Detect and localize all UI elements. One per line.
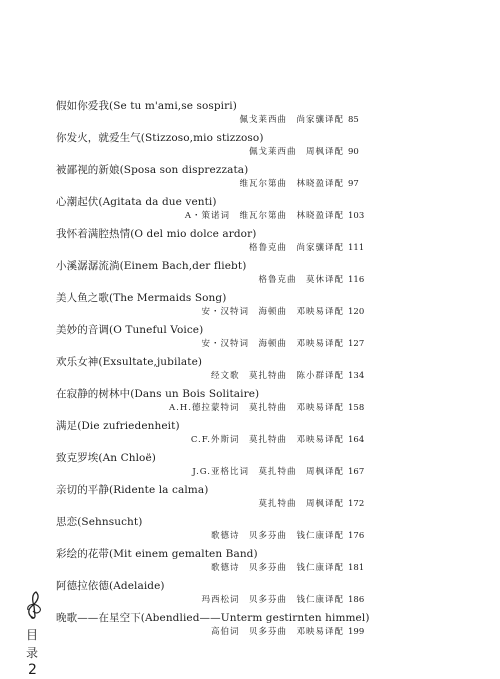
toc-entry-credit-line xyxy=(192,465,370,477)
toc-entry-credit: 佩戈莱西曲 尚家骧译配 xyxy=(239,115,344,125)
toc-entry-title: 被鄙视的新娘(Sposa son disprezzata) xyxy=(56,164,249,176)
toc-entry-title: 小溪潺潺流淌(Einem Bach,der fliebt) xyxy=(56,260,247,272)
toc-entry-credit-line xyxy=(201,593,370,605)
toc-entry-title: 假如你爱我(Se tu m'ami,se sospiri) xyxy=(56,100,237,112)
toc-entry-title: 心潮起伏(Agitata da due venti) xyxy=(56,196,217,208)
toc-entry[interactable] xyxy=(56,258,365,290)
toc-entry-title: 彩绘的花带(Mit einem gemalten Band) xyxy=(56,548,258,560)
toc-entry-credit-line xyxy=(191,433,370,445)
toc-entry-credit-line xyxy=(185,209,370,221)
toc-entry-page: 199 xyxy=(348,627,365,637)
toc-entry-credit-line xyxy=(201,305,370,317)
toc-entry-title: 阿德拉依德(Adelaide) xyxy=(56,580,165,592)
toc-entry-credit-line xyxy=(211,529,370,541)
toc-entry-title: 满足(Die zufriedenheit) xyxy=(56,420,180,432)
toc-entry-title: 欢乐女神(Exsultate,jubilate) xyxy=(56,356,203,368)
toc-entry[interactable] xyxy=(56,226,365,258)
toc-entry-page: 111 xyxy=(348,243,365,253)
toc-entry-credit: 安・汉特词 海顿曲 邓映易译配 xyxy=(201,307,344,317)
treble-clef-logo-icon xyxy=(22,590,46,620)
toc-entry-title: 我怀着满腔热情(O del mio dolce ardor) xyxy=(56,228,257,240)
toc-entry-page: 186 xyxy=(348,595,365,605)
toc-entry[interactable] xyxy=(56,546,365,578)
toc-entry[interactable] xyxy=(56,482,365,514)
toc-entry[interactable] xyxy=(56,418,365,450)
toc-entry-title: 在寂静的树林中(Dans un Bois Solitaire) xyxy=(56,388,260,400)
toc-entry[interactable] xyxy=(56,386,365,418)
toc-entry-credit-line xyxy=(169,401,370,413)
toc-entry[interactable] xyxy=(56,162,359,194)
toc-entry[interactable] xyxy=(56,514,365,546)
toc-entry-title: 思恋(Sehnsucht) xyxy=(56,516,143,528)
toc-entry[interactable] xyxy=(56,610,370,642)
toc-entry-credit-line xyxy=(211,625,370,637)
toc-entry-credit: 佩戈莱西曲 周枫译配 xyxy=(248,147,344,157)
toc-entry[interactable] xyxy=(56,578,365,610)
toc-entry[interactable] xyxy=(56,130,359,162)
toc-entry-credit-line xyxy=(211,561,370,573)
toc-entry-page: 134 xyxy=(348,371,365,381)
toc-entry-page: 164 xyxy=(348,435,365,445)
toc-entry-title: 美人鱼之歌(The Mermaids Song) xyxy=(56,292,227,304)
toc-entry-page: 172 xyxy=(348,499,365,509)
toc-entry-credit: 维瓦尔第曲 林晓盈译配 xyxy=(239,179,344,189)
toc-entry-credit: J.G.亚格比词 莫扎特曲 周枫译配 xyxy=(192,467,344,477)
toc-entry-credit: 格鲁克曲 莫休译配 xyxy=(258,275,344,285)
toc-entry-credit-line xyxy=(258,497,370,509)
toc-entry-credit: C.F.外斯词 莫扎特曲 邓映易译配 xyxy=(190,435,344,445)
toc-entry-page: 90 xyxy=(348,147,359,157)
toc-entry[interactable] xyxy=(56,290,365,322)
toc-entry-credit: 玛西松词 贝多芬曲 钱仁康译配 xyxy=(201,595,344,605)
toc-entry[interactable] xyxy=(56,322,365,354)
toc-entry-page: 97 xyxy=(348,179,359,189)
toc-entry-credit-line xyxy=(258,273,370,285)
table-of-contents xyxy=(56,98,370,642)
toc-entry-page: 167 xyxy=(348,467,365,477)
toc-entry-credit-line xyxy=(201,337,370,349)
toc-entry[interactable] xyxy=(56,354,365,386)
toc-entry-credit-line xyxy=(249,241,370,253)
toc-entry-credit: A.H.德拉蒙特词 莫扎特曲 邓映易译配 xyxy=(169,403,344,413)
toc-entry-credit-line xyxy=(239,177,370,189)
toc-entry-credit: 格鲁克曲 尚家骧译配 xyxy=(248,243,344,253)
toc-entry-title: 美妙的音调(O Tuneful Voice) xyxy=(56,324,204,336)
toc-entry-title: 晚歌——在星空下(Abendlied——Unterm gestirnten himmel) xyxy=(56,612,370,624)
toc-entry-page: 120 xyxy=(348,307,365,317)
toc-entry-credit: 经文歌 莫扎特曲 陈小群译配 xyxy=(210,371,344,381)
section-label-lu: 录 xyxy=(26,646,39,660)
toc-entry[interactable] xyxy=(56,98,359,130)
section-label-mu: 目 xyxy=(26,628,39,642)
toc-entry-credit: A・策诺词 维瓦尔第曲 林晓盈译配 xyxy=(184,211,344,221)
toc-entry-page: 85 xyxy=(348,115,359,125)
toc-entry-page: 176 xyxy=(348,531,365,541)
toc-entry-credit-line xyxy=(249,145,370,157)
toc-entry-title: 致克罗埃(An Chloë) xyxy=(56,452,156,464)
toc-entry-credit-line xyxy=(239,113,370,125)
toc-entry-credit-line xyxy=(211,369,370,381)
toc-entry-page: 103 xyxy=(348,211,365,221)
toc-entry[interactable] xyxy=(56,450,365,482)
toc-entry-credit: 莫扎特曲 周枫译配 xyxy=(258,499,344,509)
toc-entry-page: 181 xyxy=(348,563,365,573)
toc-entry-credit: 歌德诗 贝多芬曲 钱仁康译配 xyxy=(210,563,344,573)
toc-entry-page: 127 xyxy=(348,339,365,349)
toc-entry-credit: 安・汉特词 海顿曲 邓映易译配 xyxy=(201,339,344,349)
page-number: 2 xyxy=(28,662,37,678)
toc-entry-title: 亲切的平静(Ridente la calma) xyxy=(56,484,209,496)
toc-entry-page: 116 xyxy=(348,275,365,285)
toc-entry-credit: 歌德诗 贝多芬曲 钱仁康译配 xyxy=(210,531,344,541)
toc-entry-title: 你发火，就爱生气(Stizzoso,mio stizzoso) xyxy=(56,132,264,144)
toc-entry-page: 158 xyxy=(348,403,365,413)
toc-entry[interactable] xyxy=(56,194,365,226)
toc-entry-credit: 高伯词 贝多芬曲 邓映易译配 xyxy=(210,627,344,637)
